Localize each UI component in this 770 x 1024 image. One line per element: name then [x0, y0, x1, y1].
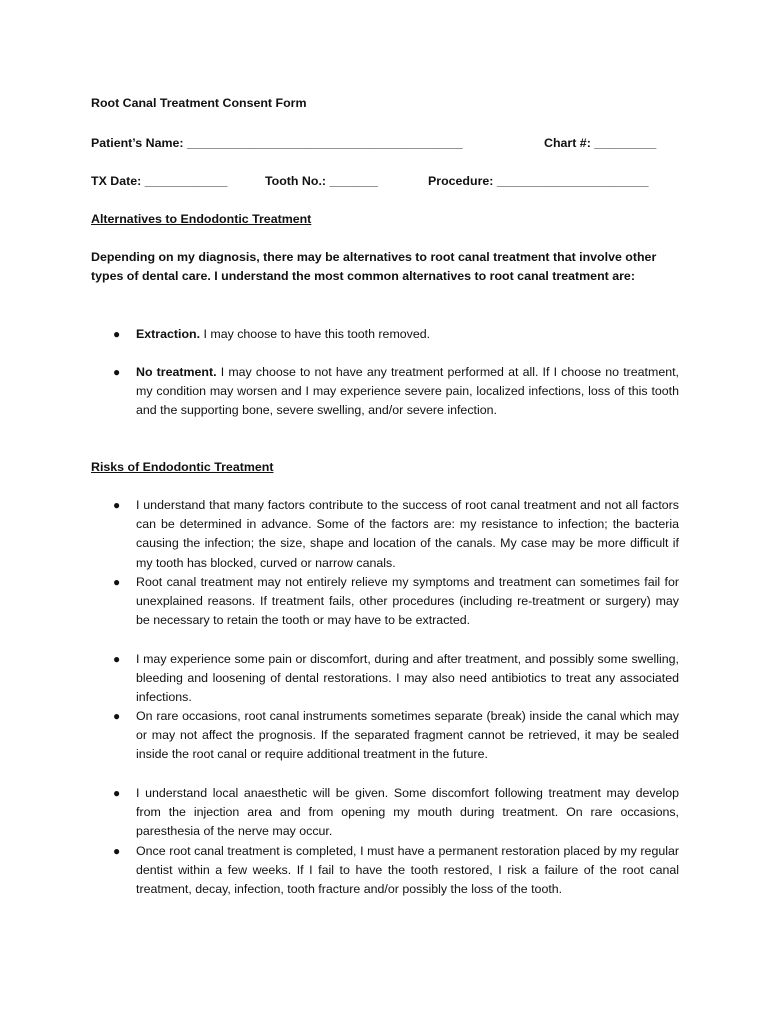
procedure-label: Procedure: [428, 174, 494, 188]
chart-number-field[interactable] [544, 134, 656, 153]
form-title: Root Canal Treatment Consent Form [91, 96, 307, 110]
alternative-text: I may choose to not have any treatment performed at all. If I choose no treatment, my condition may worsen and I may experience severe pain, localized infections, loss of this tooth and the supporting bone, severe swelling, and/or severe infection. [136, 365, 679, 418]
chart-number-blank: _________ [594, 136, 657, 150]
patient-name-label: Patient’s Name: [91, 136, 184, 150]
bullet-icon: ● [113, 575, 121, 589]
tooth-number-label: Tooth No.: [265, 174, 327, 188]
bullet-icon: ● [113, 652, 121, 666]
tooth-number-blank: _______ [329, 174, 378, 188]
tooth-number-field[interactable] [265, 172, 378, 191]
alternative-text: I may choose to have this tooth removed. [200, 327, 431, 341]
patient-name-field[interactable] [91, 134, 463, 153]
tx-date-field[interactable] [91, 172, 227, 191]
risk-text: Root canal treatment may not entirely relieve my symptoms and treatment can sometimes fail for unexplained reasons. If treatment fails, other procedures (including re-treatment or surgery) may be necessary to retain the tooth or may have to be extracted. [136, 575, 679, 628]
alternatives-intro: Depending on my diagnosis, there may be alternatives to root canal treatment that involve other types of dental care. I understand the most common alternatives to root canal treatment are: [91, 250, 657, 284]
bullet-icon: ● [113, 365, 121, 379]
chart-number-label: Chart #: [544, 136, 591, 150]
bullet-icon: ● [113, 709, 121, 723]
procedure-blank: ______________________ [496, 174, 649, 188]
bullet-icon: ● [113, 786, 121, 800]
risk-text: I understand that many factors contribute to the success of root canal treatment and not all factors can be determined in advance. Some of the factors are: my resistance to infection; the bacteria causing the infection; the size, shape and location of the canals. My case may be more difficult if my tooth has blocked, curved or narrow canals. [136, 498, 679, 570]
bullet-icon: ● [113, 844, 121, 858]
risks-heading: Risks of Endodontic Treatment [91, 460, 274, 474]
alternative-lead: No treatment. [136, 365, 217, 379]
risk-text: I understand local anaesthetic will be given. Some discomfort following treatment may develop from the injection area and from opening my mouth during treatment. On rare occasions, paresthesia of the nerve may occur. [136, 786, 679, 839]
alternatives-heading: Alternatives to Endodontic Treatment [91, 212, 312, 226]
bullet-icon: ● [113, 327, 121, 341]
risk-text: I may experience some pain or discomfort, during and after treatment, and possibly some swelling, bleeding and loosening of dental restorations. I may also need antibiotics to treat any associated infections. [136, 652, 679, 705]
patient-name-blank: ________________________________________ [186, 136, 463, 150]
tx-date-blank: ____________ [144, 174, 228, 188]
tx-date-label: TX Date: [91, 174, 142, 188]
procedure-field[interactable] [428, 172, 648, 191]
alternative-lead: Extraction. [136, 327, 201, 341]
bullet-icon: ● [113, 498, 121, 512]
risk-text: Once root canal treatment is completed, I must have a permanent restoration placed by my regular dentist within a few weeks. If I fail to have the tooth restored, I risk a failure of the root canal treatment, decay, infection, tooth fracture and/or possibly the loss of the tooth. [136, 844, 679, 897]
risk-text: On rare occasions, root canal instruments sometimes separate (break) inside the canal which may or may not affect the prognosis. If the separated fragment cannot be retrieved, it may be sealed inside the root canal or require additional treatment in the future. [136, 709, 679, 762]
